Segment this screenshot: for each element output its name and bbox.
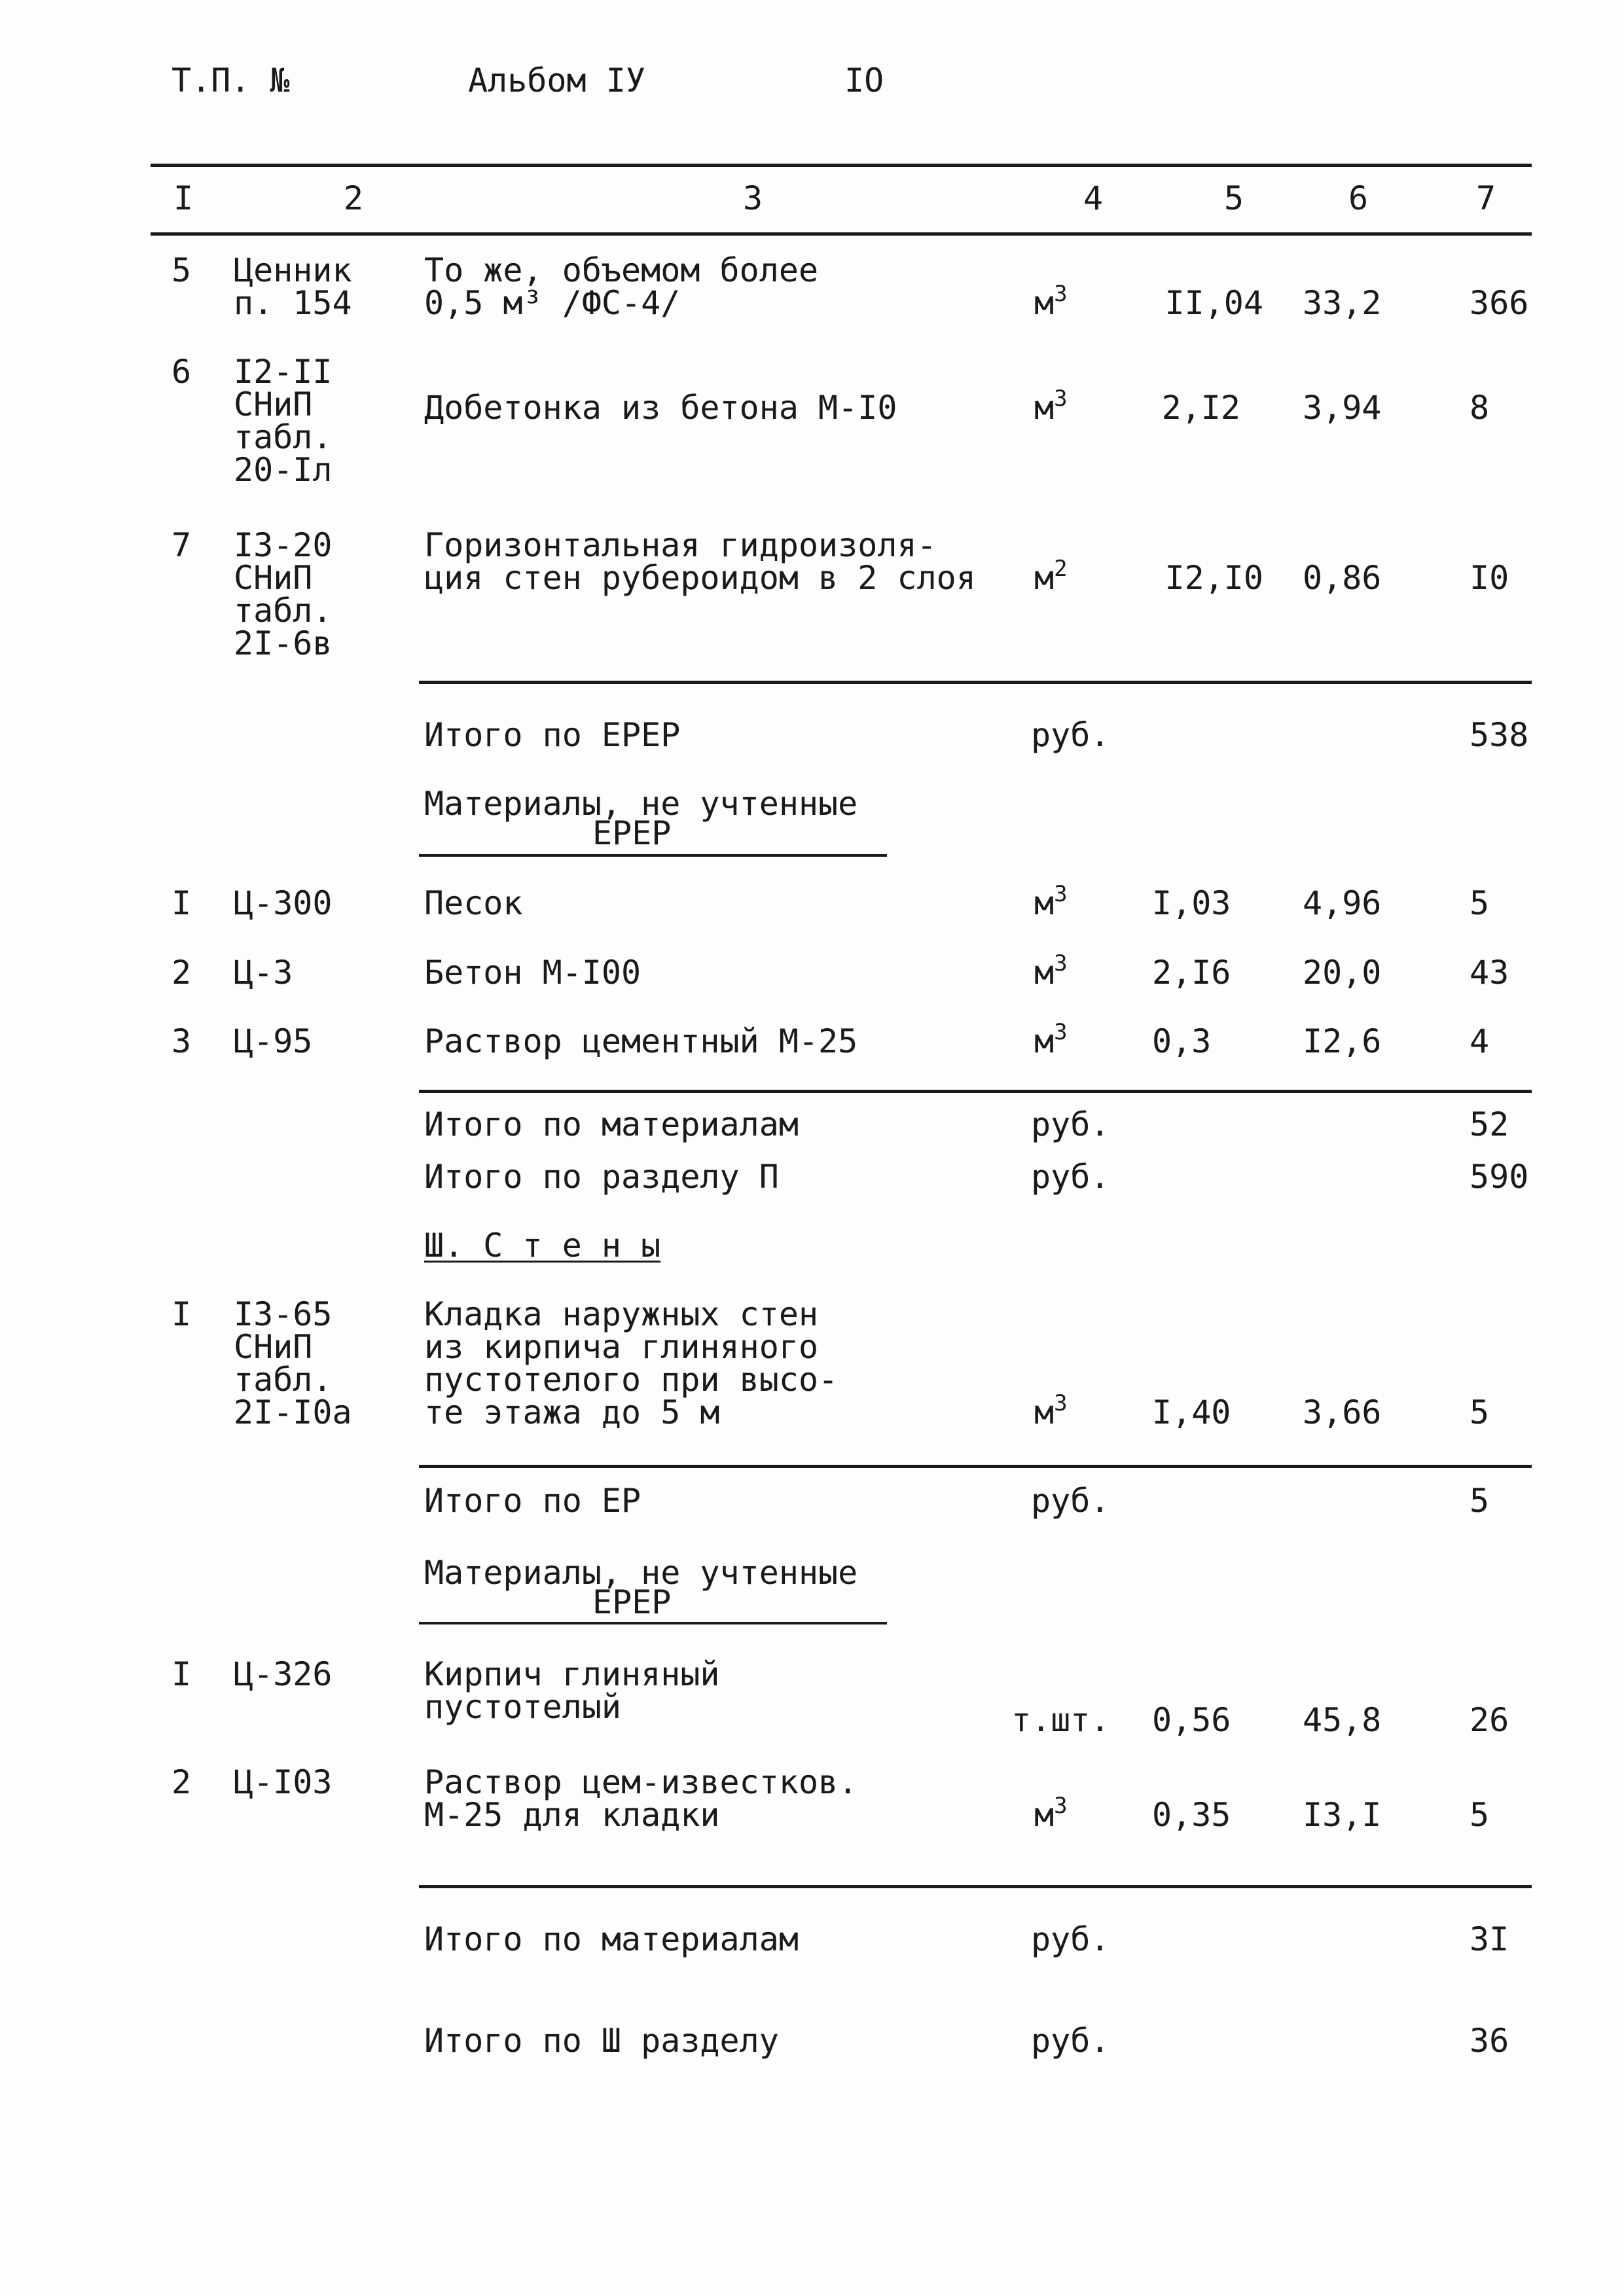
header-page-number: IO [844,62,884,99]
subtotal-label: Итого по Ш разделу [424,2022,779,2060]
row-unit: $м^3$ [1034,1793,1068,1834]
row-quantity: 0,35 [1152,1796,1231,1834]
row-reference: 2I-I0а [234,1393,352,1431]
row-total: 366 [1470,284,1529,322]
row-unit-price: I3,I [1303,1796,1382,1834]
row-total: I0 [1470,559,1509,597]
subtotal-label: Итого по материалам [424,1105,799,1143]
column-header-4: 4 [1083,179,1104,217]
materials-heading-underline [419,1622,887,1624]
row-reference: I2-II [234,353,333,391]
row-quantity: 0,3 [1152,1022,1212,1060]
row-unit: т.шт. [1011,1701,1110,1739]
materials-heading: Материалы, не учтенные [424,1554,858,1592]
row-description: Раствор цем-известков. [424,1763,858,1801]
row-description: Добетонка из бетона М-I0 [424,389,897,427]
subtotal-unit: руб. [1031,1920,1110,1958]
row-number: 5 [171,251,192,289]
row-description: ция стен рубероидом в 2 слоя [424,559,976,597]
subtotal-rule [419,1090,1532,1093]
row-total: 43 [1470,954,1509,992]
row-number: 7 [171,526,192,564]
row-reference: Ц-326 [234,1655,333,1693]
materials-heading-sub: ЕРЕР [592,814,672,852]
row-number: 3 [171,1022,192,1060]
row-reference: 2I-6в [234,624,333,662]
row-unit-price: 20,0 [1303,954,1382,992]
subtotal-rule [419,681,1532,684]
row-reference: 20-Iл [234,451,333,489]
row-number: 2 [171,954,192,992]
row-reference: табл. [234,418,333,456]
subtotal-value: 3I [1470,1920,1509,1958]
row-description: Кирпич глиняный [424,1655,720,1693]
row-description: То же, объемом более [424,251,819,289]
row-number: I [171,1655,192,1693]
subtotal-unit: руб. [1031,716,1110,754]
row-number: 6 [171,353,192,391]
row-reference: Ц-95 [234,1022,313,1060]
row-unit-price: 3,66 [1303,1393,1382,1431]
subtotal-unit: руб. [1031,1158,1110,1196]
row-number: I [171,1295,192,1333]
row-reference: Ц-I03 [234,1763,333,1801]
row-unit: $м^3$ [1034,1019,1068,1060]
row-description: Раствор цементный М-25 [424,1022,858,1060]
row-unit: $м^3$ [1034,950,1068,992]
row-description: М-25 для кладки [424,1796,720,1834]
row-reference: СНиП [234,1328,313,1366]
row-reference: Ц-300 [234,884,333,922]
column-header-7: 7 [1475,179,1496,217]
subtotal-label: Итого по разделу П [424,1158,779,1196]
column-header-5: 5 [1223,179,1244,217]
row-total: 5 [1470,884,1490,922]
row-quantity: 0,56 [1152,1701,1231,1739]
row-number: 2 [171,1763,192,1801]
row-quantity: I,03 [1152,884,1231,922]
materials-heading-sub: ЕРЕР [592,1583,672,1621]
row-description: Песок [424,884,523,922]
subtotal-rule [419,1465,1532,1468]
row-description: Бетон М-I00 [424,954,641,992]
row-reference: Ценник [234,251,352,289]
row-reference: п. 154 [234,284,352,322]
section-title: Ш. С т е н ы [424,1227,661,1265]
subtotal-value: 5 [1470,1482,1490,1520]
header-tp: Т.П. № [171,62,290,99]
subtotal-value: 36 [1470,2022,1509,2060]
subtotal-rule [419,1885,1532,1888]
row-description: те этажа до 5 м [424,1393,720,1431]
row-quantity: I,40 [1152,1393,1231,1431]
row-quantity: I2,I0 [1164,559,1263,597]
row-reference: табл. [234,592,333,630]
row-unit-price: 45,8 [1303,1701,1382,1739]
row-total: 5 [1470,1393,1490,1431]
header-bottom-rule [151,232,1532,236]
row-reference: СНиП [234,386,313,423]
row-unit-price: 4,96 [1303,884,1382,922]
subtotal-unit: руб. [1031,1482,1110,1520]
subtotal-label: Итого по ЕР [424,1482,641,1520]
row-unit: $м^3$ [1034,281,1068,322]
table-top-rule [151,164,1532,167]
row-reference: табл. [234,1361,333,1399]
row-unit-price: I2,6 [1303,1022,1382,1060]
row-total: 8 [1470,389,1490,427]
row-quantity: II,04 [1164,284,1263,322]
column-header-1: I [173,179,194,217]
materials-heading: Материалы, не учтенные [424,785,858,823]
row-unit-price: 33,2 [1303,284,1382,322]
row-reference: I3-20 [234,526,333,564]
header-album: Альбом IУ [468,62,645,99]
row-unit: $м^3$ [1034,881,1068,922]
column-header-2: 2 [343,179,364,217]
subtotal-unit: руб. [1031,1105,1110,1143]
column-header-3: 3 [742,179,763,217]
row-total: 26 [1470,1701,1509,1739]
row-unit: $м^3$ [1034,386,1068,427]
row-unit-price: 0,86 [1303,559,1382,597]
row-description: из кирпича глиняного [424,1328,819,1366]
subtotal-value: 52 [1470,1105,1509,1143]
row-reference: I3-65 [234,1295,333,1333]
column-header-6: 6 [1348,179,1369,217]
row-quantity: 2,I2 [1161,389,1240,427]
row-description: пустотелый [424,1688,622,1726]
subtotal-label: Итого по материалам [424,1920,799,1958]
row-number: I [171,884,192,922]
row-description: Горизонтальная гидроизоля- [424,526,937,564]
row-reference: СНиП [234,559,313,597]
row-unit-price: 3,94 [1303,389,1382,427]
row-description: 0,5 м³ /ФС-4/ [424,284,681,322]
row-total: 5 [1470,1796,1490,1834]
row-description: пустотелого при высо- [424,1361,839,1399]
subtotal-label: Итого по ЕРЕР [424,716,681,754]
subtotal-unit: руб. [1031,2022,1110,2060]
row-unit: $м^3$ [1034,1390,1068,1431]
row-reference: Ц-3 [234,954,293,992]
subtotal-value: 538 [1470,716,1529,754]
materials-heading-underline [419,854,887,857]
row-quantity: 2,I6 [1152,954,1231,992]
row-description: Кладка наружных стен [424,1295,819,1333]
row-total: 4 [1470,1022,1490,1060]
subtotal-value: 590 [1470,1158,1529,1196]
row-unit: $м^2$ [1034,556,1068,597]
